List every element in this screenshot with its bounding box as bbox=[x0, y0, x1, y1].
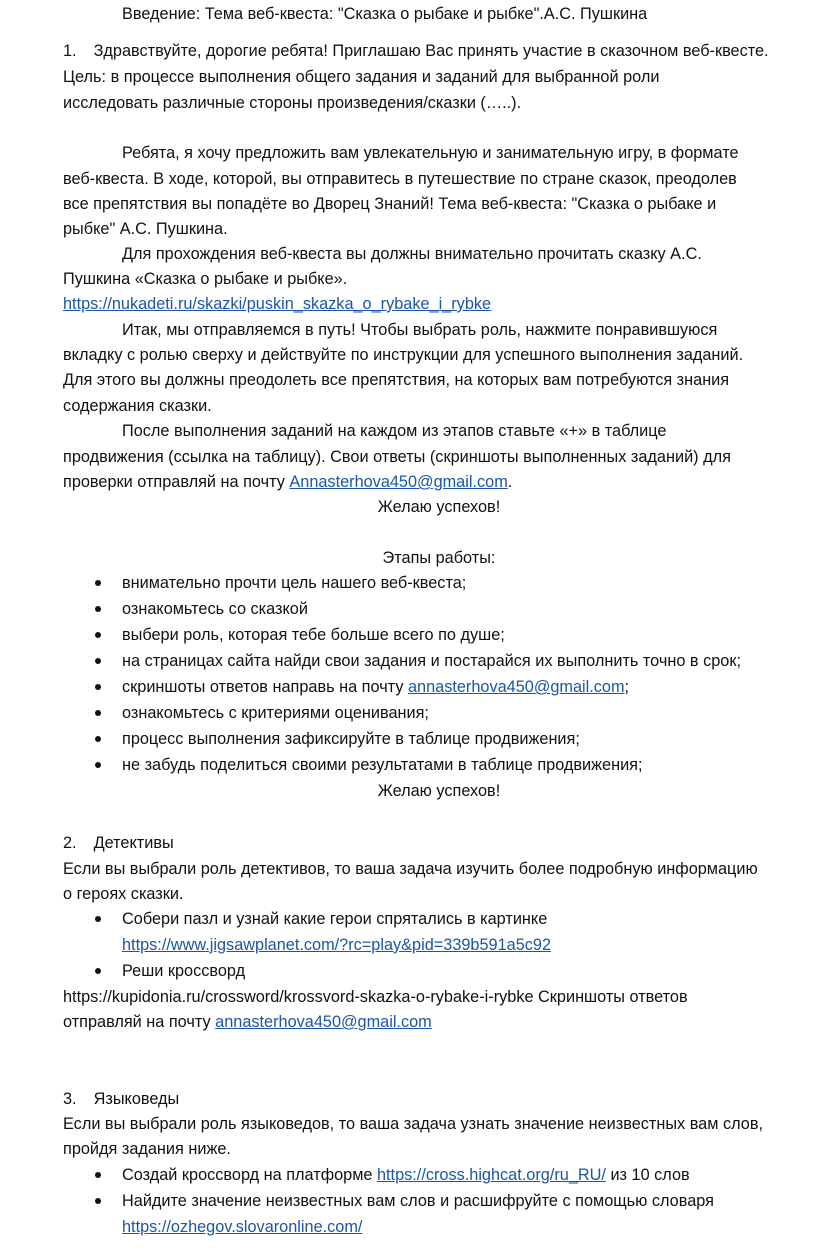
section2-heading bbox=[63, 832, 174, 854]
stages-title: Этапы работы: bbox=[382, 549, 496, 567]
list-item-text: Создай кроссворд на платформе bbox=[122, 1166, 377, 1184]
section1-intro bbox=[63, 40, 769, 62]
email-link[interactable]: Annasterhova450@gmail.com bbox=[289, 473, 508, 491]
paragraph-line: https://kupidonia.ru/crossword/krossvord-skazka-o-rybake-i-rybke Скриншоты ответов bbox=[63, 988, 688, 1006]
wish-text: Желаю успехов! bbox=[377, 782, 501, 800]
email-suffix: . bbox=[507, 473, 513, 491]
list-item: Реши кроссворд bbox=[122, 962, 246, 980]
dictionary-link[interactable]: https://ozhegov.slovaronline.com/ bbox=[122, 1218, 363, 1236]
list-item: ознакомьтесь со сказкой bbox=[122, 600, 308, 618]
paragraph-line: После выполнения заданий на каждом из этапов ставьте «+» в таблице bbox=[122, 422, 667, 440]
paragraph-email-line bbox=[63, 1011, 432, 1033]
email-link[interactable]: annasterhova450@gmail.com bbox=[407, 678, 625, 696]
paragraph-line: Для этого вы должны преодолеть все препятствия, на которых вам потребуются знания bbox=[63, 371, 730, 389]
paragraph-line: все препятствия вы попадёте во Дворец Знаний! Тема веб-квеста: "Сказка о рыбаке и bbox=[63, 195, 717, 213]
crossword-platform-link[interactable]: https://cross.highcat.org/ru_RU/ bbox=[376, 1166, 606, 1184]
bullet-icon bbox=[95, 1198, 101, 1204]
bullet-icon bbox=[95, 684, 101, 690]
paragraph-line: Для прохождения веб-квеста вы должны внимательно прочитать сказку А.С. bbox=[122, 245, 702, 263]
paragraph-line: Если вы выбрали роль языковедов, то ваша задача узнать значение неизвестных вам слов, bbox=[63, 1115, 764, 1133]
bullet-icon bbox=[95, 916, 101, 922]
email-link[interactable]: annasterhova450@gmail.com bbox=[215, 1013, 432, 1031]
bullet-icon bbox=[95, 580, 101, 586]
puzzle-link[interactable]: https://www.jigsawplanet.com/?rc=play&pid=339b591a5c92 bbox=[122, 936, 552, 954]
bullet-icon bbox=[95, 1172, 101, 1178]
tale-link[interactable]: https://nukadeti.ru/skazki/puskin_skazka_o_rybake_i_rybke bbox=[63, 295, 492, 313]
list-item-suffix: ; bbox=[624, 678, 630, 696]
section3-heading bbox=[63, 1088, 179, 1110]
list-item: не забудь поделиться своими результатами в таблице продвижения; bbox=[122, 756, 643, 774]
list-item: внимательно прочти цель нашего веб-квеста; bbox=[122, 574, 467, 592]
paragraph-line: веб-квеста. В ходе, которой, вы отправитесь в путешествие по стране сказок, преодолев bbox=[63, 170, 737, 188]
bullet-icon bbox=[95, 710, 101, 716]
bullet-icon bbox=[95, 658, 101, 664]
paragraph-line: рыбке" А.С. Пушкина. bbox=[63, 220, 228, 238]
paragraph-line: вкладку с ролью сверху и действуйте по инструкции для успешного выполнения заданий. bbox=[63, 346, 744, 364]
list-item bbox=[122, 676, 629, 698]
bullet-icon bbox=[95, 736, 101, 742]
list-item: выбери роль, которая тебе больше всего по душе; bbox=[122, 626, 505, 644]
paragraph-line: Пушкина «Сказка о рыбаке и рыбке». bbox=[63, 270, 348, 288]
list-item bbox=[122, 1164, 690, 1186]
section3-number: 3. bbox=[63, 1090, 77, 1108]
section1-greeting: Здравствуйте, дорогие ребята! Приглашаю Вас принять участие в сказочном веб-квесте. bbox=[93, 42, 769, 60]
section2-title: Детективы bbox=[93, 834, 174, 852]
bullet-icon bbox=[95, 632, 101, 638]
section1-goal-cont: исследовать различные стороны произведения/сказки (…..). bbox=[63, 94, 522, 112]
bullet-icon bbox=[95, 606, 101, 612]
paragraph-line: Итак, мы отправляемся в путь! Чтобы выбрать роль, нажмите понравившуюся bbox=[122, 321, 718, 339]
document-title: Введение: Тема веб-квеста: "Сказка о рыбаке и рыбке".А.С. Пушкина bbox=[122, 5, 648, 23]
list-item: Найдите значение неизвестных вам слов и расшифруйте с помощью словаря bbox=[122, 1192, 714, 1210]
email-prefix: отправляй на почту bbox=[63, 1013, 216, 1031]
paragraph-line: Если вы выбрали роль детективов, то ваша задача изучить более подробную информацию bbox=[63, 860, 758, 878]
paragraph-line: продвижения (ссылка на таблицу). Свои ответы (скриншоты выполненных заданий) для bbox=[63, 448, 731, 466]
list-item-suffix: из 10 слов bbox=[605, 1166, 690, 1184]
list-item: ознакомьтесь с критериями оценивания; bbox=[122, 704, 429, 722]
section2-number: 2. bbox=[63, 834, 77, 852]
section1-number: 1. bbox=[63, 42, 77, 60]
list-item: Собери пазл и узнай какие герои спрятались в картинке bbox=[122, 910, 548, 928]
paragraph-email-line bbox=[63, 471, 512, 493]
paragraph-line: содержания сказки. bbox=[63, 397, 212, 415]
paragraph-line: о героях сказки. bbox=[63, 885, 184, 903]
section1-goal: Цель: в процессе выполнения общего задания и заданий для выбранной роли bbox=[63, 68, 660, 86]
list-item: на страницах сайта найди свои задания и постарайся их выполнить точно в срок; bbox=[122, 652, 741, 670]
list-item: процесс выполнения зафиксируйте в таблице продвижения; bbox=[122, 730, 580, 748]
bullet-icon bbox=[95, 968, 101, 974]
section3-title: Языковеды bbox=[93, 1090, 180, 1108]
email-prefix: проверки отправляй на почту bbox=[63, 473, 290, 491]
bullet-icon bbox=[95, 762, 101, 768]
paragraph-line: Ребята, я хочу предложить вам увлекательную и занимательную игру, в формате bbox=[122, 144, 739, 162]
paragraph-line: пройдя задания ниже. bbox=[63, 1140, 231, 1158]
list-item-text: скриншоты ответов направь на почту bbox=[122, 678, 408, 696]
wish-text: Желаю успехов! bbox=[377, 498, 501, 516]
